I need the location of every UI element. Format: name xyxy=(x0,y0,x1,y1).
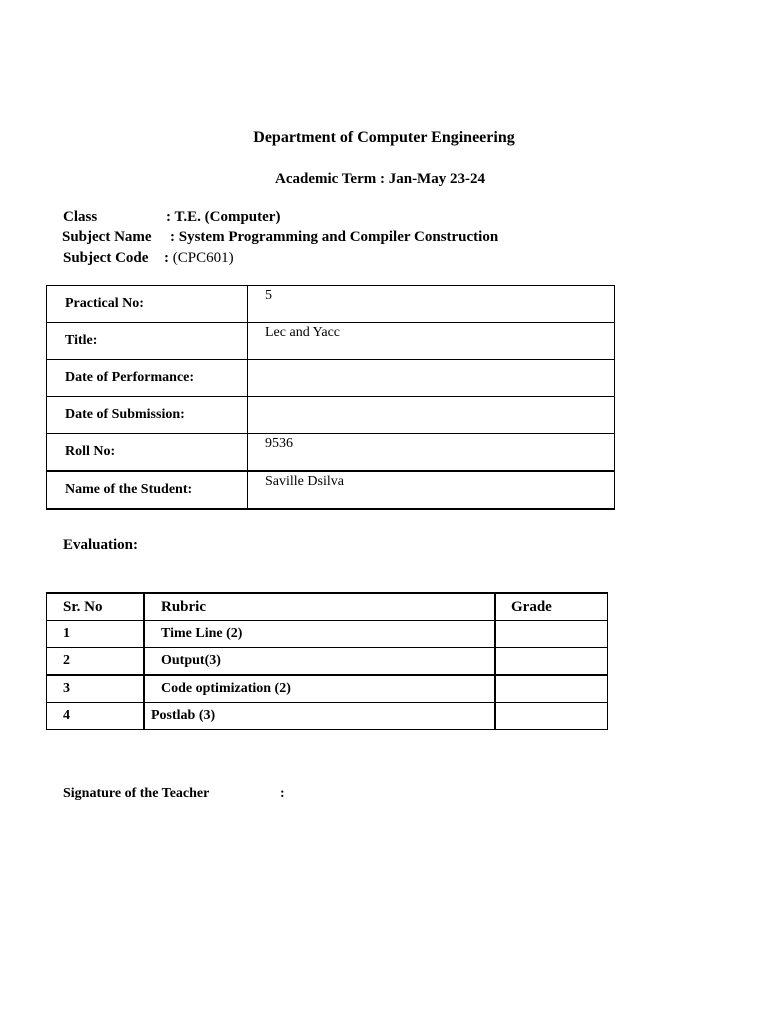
rubric-grade-cell xyxy=(495,703,608,730)
subject-code-colon: : xyxy=(164,250,169,266)
table-row xyxy=(47,675,608,703)
table-row xyxy=(47,286,615,323)
roll-no-label: Roll No: xyxy=(47,434,248,472)
table-row xyxy=(47,397,615,434)
date-of-performance-label: Date of Performance: xyxy=(47,360,248,397)
rubric-sr-cell: 4 xyxy=(47,703,145,730)
rubric-grade-cell xyxy=(495,675,608,703)
class-label: Class xyxy=(63,209,98,225)
department-title: Department of Computer Engineering xyxy=(253,129,515,146)
rubric-sr-cell: 3 xyxy=(47,675,145,703)
table-row xyxy=(47,360,615,397)
practical-no-label: Practical No: xyxy=(47,286,248,323)
rubric-name-cell: Time Line (2) xyxy=(144,621,495,648)
rubric-name-cell: Code optimization (2) xyxy=(144,675,495,703)
column-header-grade: Grade xyxy=(495,593,608,621)
rubric-sr-cell: 1 xyxy=(47,621,145,648)
table-row xyxy=(47,471,615,509)
subject-code-label: Subject Code xyxy=(63,250,149,266)
subject-code-line xyxy=(63,250,234,267)
date-of-performance-value xyxy=(248,360,615,397)
rubric-name-cell: Postlab (3) xyxy=(144,703,495,730)
subject-name-line xyxy=(62,229,498,246)
class-line xyxy=(63,209,280,226)
roll-no-value: 9536 xyxy=(248,434,615,472)
subject-name-label: Subject Name xyxy=(62,229,152,245)
table-row xyxy=(47,323,615,360)
rubric-grade-cell xyxy=(495,621,608,648)
student-name-label: Name of the Student: xyxy=(47,471,248,509)
table-row xyxy=(47,648,608,676)
table-row xyxy=(47,434,615,472)
table-header-row xyxy=(47,593,608,621)
practical-no-value: 5 xyxy=(248,286,615,323)
class-value: : T.E. (Computer) xyxy=(166,209,281,225)
subject-code-value: (CPC601) xyxy=(172,250,234,266)
student-name-value: Saville Dsilva xyxy=(248,471,615,509)
date-of-submission-label: Date of Submission: xyxy=(47,397,248,434)
academic-term: Academic Term : Jan-May 23-24 xyxy=(275,171,485,187)
evaluation-heading: Evaluation: xyxy=(63,537,139,553)
practical-details-table xyxy=(46,285,615,510)
table-row xyxy=(47,703,608,730)
column-header-sr-no: Sr. No xyxy=(47,593,145,621)
teacher-signature-label: Signature of the Teacher xyxy=(63,786,210,801)
subject-name-value: : System Programming and Compiler Construction xyxy=(170,229,499,245)
teacher-signature-colon: : xyxy=(280,786,285,801)
column-header-rubric: Rubric xyxy=(144,593,495,621)
rubric-sr-cell: 2 xyxy=(47,648,145,676)
title-label: Title: xyxy=(47,323,248,360)
table-row xyxy=(47,621,608,648)
title-value: Lec and Yacc xyxy=(248,323,615,360)
date-of-submission-value xyxy=(248,397,615,434)
rubric-name-cell: Output(3) xyxy=(144,648,495,676)
rubric-grade-cell xyxy=(495,648,608,676)
rubric-table xyxy=(46,592,608,730)
